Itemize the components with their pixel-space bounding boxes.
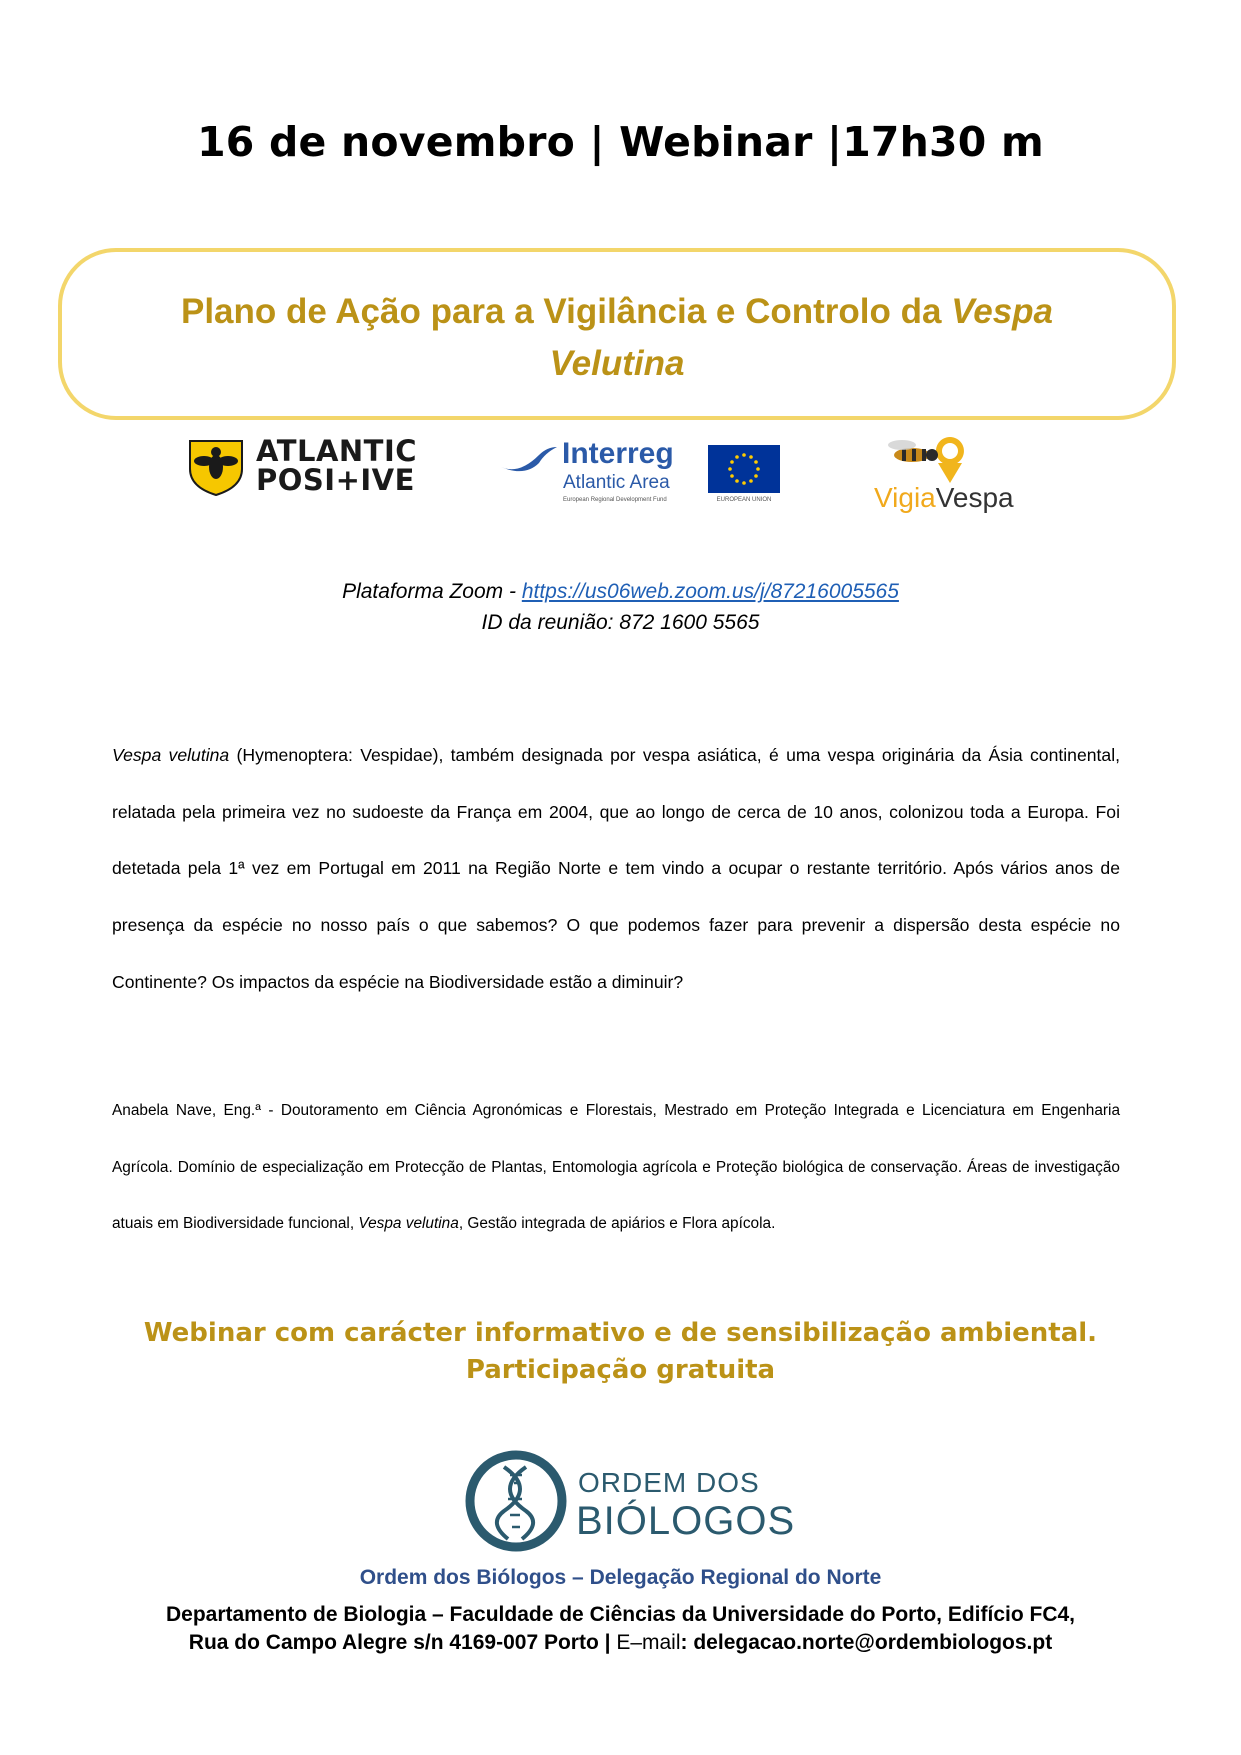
speaker-bio xyxy=(112,1083,1120,1253)
eu-label: EUROPEAN UNION xyxy=(716,497,772,503)
zoom-line xyxy=(0,576,1241,607)
ordem-logo-line2: BIÓLOGOS xyxy=(576,1499,796,1543)
speaker-text-before: Anabela Nave, Eng.ª - Doutoramento em Ciência Agronómicas e Florestais, Mestrado em Proteção Integrada e Licenciatura em Engenharia Agrícola. Domínio de especialização em Protecção de Plantas, Entomologia agrícola e Proteção biológica de conservação. Áreas de investigação atuais em Biodiversidade funcional, xyxy=(112,1102,1120,1232)
interreg-area: Atlantic Area xyxy=(563,472,670,493)
interreg-swoosh-icon xyxy=(499,445,559,475)
partner-logos xyxy=(0,433,1241,523)
zoom-link[interactable]: https://us06web.zoom.us/j/87216005565 xyxy=(521,580,899,603)
address-block xyxy=(0,1601,1241,1657)
notice-line1: Webinar com carácter informativo e de sensibilização ambiental. xyxy=(143,1318,1098,1348)
address-line1: Departamento de Biologia – Faculdade de Ciências da Universidade do Porto, Edifício FC4, xyxy=(165,1603,1076,1626)
title-italic-vespa: Vespa xyxy=(951,292,1054,331)
event-date-line: 16 de novembro | Webinar |17h30 m xyxy=(197,118,1044,166)
webinar-notice xyxy=(0,1315,1241,1389)
speaker-text-after: , Gestão integrada de apiários e Flora apícola. xyxy=(458,1215,776,1232)
atlantic-positive-logo xyxy=(256,434,418,497)
atlantic-positive-shield-icon xyxy=(186,437,246,497)
meeting-id: ID da reunião: 872 1600 5565 xyxy=(481,611,760,634)
atlantic-positive-line1: ATLANTIC xyxy=(256,434,418,468)
notice-line2: Participação gratuita xyxy=(465,1355,776,1385)
atlantic-positive-line2: POSI+IVE xyxy=(256,463,415,497)
ordem-logo-line1: ORDEM DOS xyxy=(578,1467,760,1498)
email-address: : delegacao.norte@ordembiologos.pt xyxy=(680,1631,1053,1654)
interreg-fund: European Regional Development Fund xyxy=(563,497,667,503)
vigia-vespa-part2: Vespa xyxy=(935,482,1014,513)
ordem-biologos-dna-icon xyxy=(464,1449,568,1553)
speaker-species: Vespa velutina xyxy=(358,1215,459,1232)
description-species: Vespa velutina xyxy=(112,745,230,765)
vigia-vespa-logo xyxy=(874,483,1014,513)
vigia-vespa-part1: Vigia xyxy=(874,482,936,513)
description-text: (Hymenoptera: Vespidae), também designada por vespa asiática, é uma vespa originária da Ásia continental, relatada pela primeira vez no sudoeste da França em 2004, que ao longo de cerca de 10 anos, colonizou toda a Europa. Foi detetada pela 1ª vez em Portugal em 2011 na Região Norte e tem vindo a ocupar o restante território. Após vários anos de presença da espécie no nosso país o que sabemos? O que podemos fazer para prevenir a dispersão desta espécie no Continente? Os impactos da espécie na Biodiversidade estão a diminuir? xyxy=(112,745,1120,992)
vigia-vespa-wasp-icon xyxy=(872,433,982,489)
interreg-name: Interreg xyxy=(562,437,674,470)
page-title xyxy=(62,286,1172,390)
email-label: E–mail xyxy=(616,1631,681,1654)
zoom-label: Plataforma Zoom - xyxy=(342,580,522,603)
address-street: Rua do Campo Alegre s/n 4169-007 Porto | xyxy=(188,1631,617,1654)
title-plain: Plano de Ação para a Vigilância e Controlo da xyxy=(180,292,952,331)
title-box xyxy=(58,248,1176,420)
title-italic-velutina: Velutina xyxy=(549,344,685,383)
address-line2 xyxy=(0,1629,1241,1657)
meeting-info xyxy=(0,576,1241,638)
organization-line: Ordem dos Biólogos – Delegação Regional do Norte xyxy=(359,1566,882,1589)
eu-flag-icon xyxy=(708,445,780,493)
description-paragraph xyxy=(112,727,1120,1011)
